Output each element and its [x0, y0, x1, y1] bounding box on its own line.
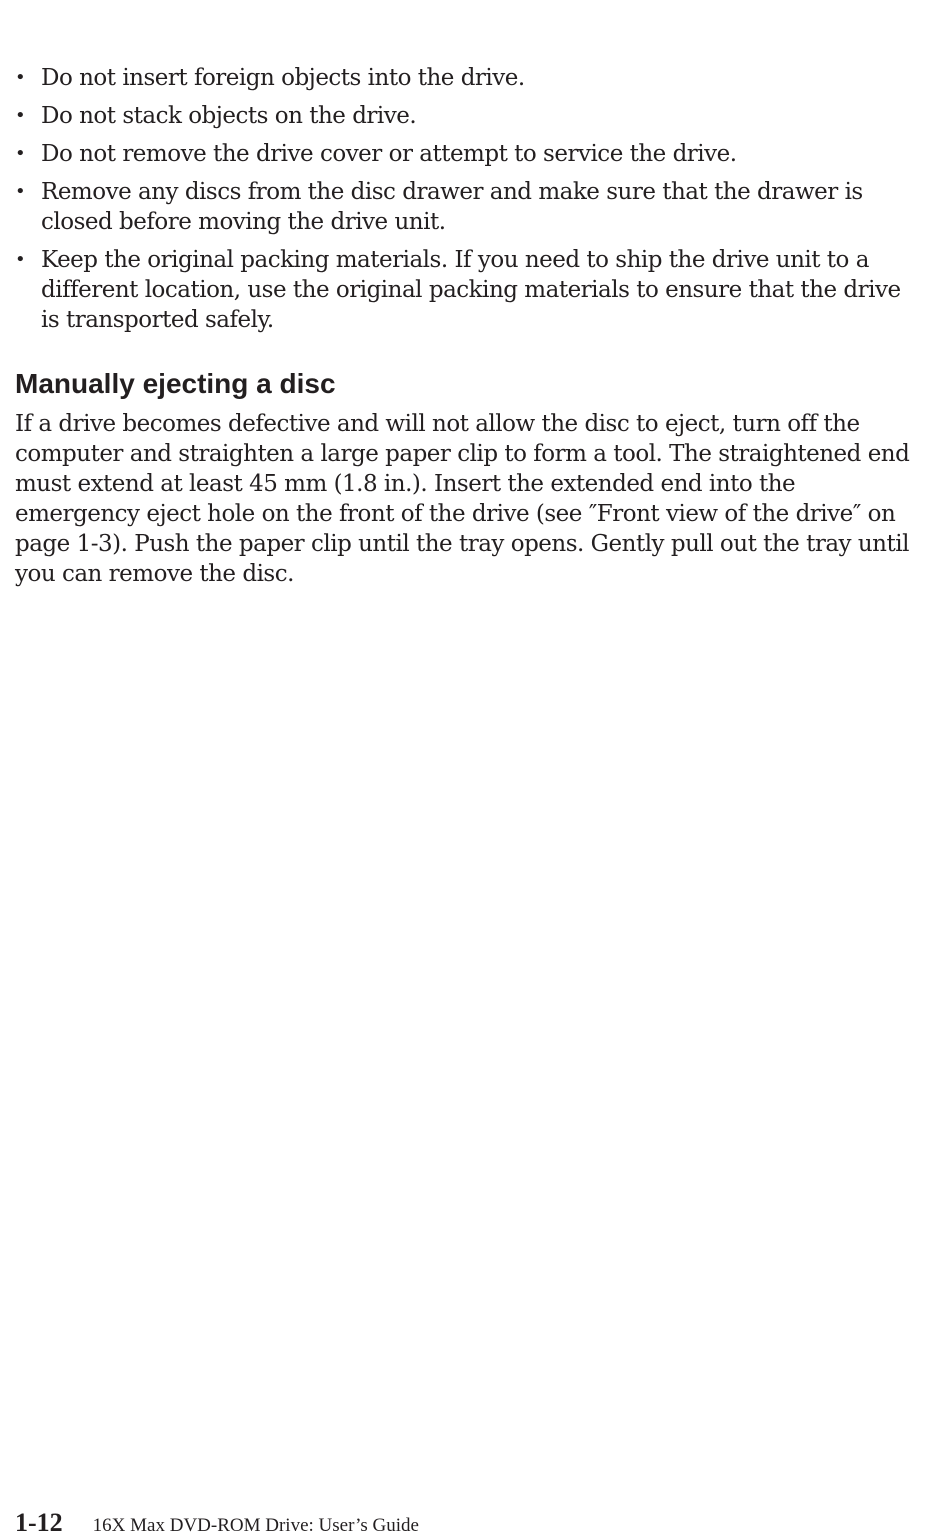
bullet-icon: • [15, 67, 26, 88]
list-item [15, 63, 915, 93]
bullet-icon: • [15, 105, 26, 126]
guide-title: 16X Max DVD-ROM Drive: User’s Guide [92, 1515, 419, 1536]
list-item [15, 139, 915, 169]
page-footer [15, 1508, 419, 1538]
page-number: 1-12 [15, 1508, 63, 1537]
section-heading: Manually ejecting a disc [15, 368, 336, 399]
bullet-icon: • [15, 249, 26, 270]
list-item-text: Remove any discs from the disc drawer and make sure that the drawer is closed before moving the drive unit. [41, 179, 863, 235]
list-item-text: Keep the original packing materials. If you need to ship the drive unit to a different location, use the original packing materials to ensure that the drive is transported safely. [41, 247, 901, 333]
list-item [15, 245, 915, 335]
list-item-text: Do not stack objects on the drive. [41, 103, 417, 129]
bullet-icon: • [15, 143, 26, 164]
handling-precautions-list [15, 63, 915, 343]
bullet-icon: • [15, 181, 26, 202]
list-item [15, 177, 915, 237]
list-item-text: Do not insert foreign objects into the drive. [41, 65, 525, 91]
list-item [15, 101, 915, 131]
section-paragraph: If a drive becomes defective and will not allow the disc to eject, turn off the computer and straighten a large paper clip to form a tool. The straightened end must extend at least 45 mm (1.8 in.). Insert the extended end into the emergency eject hole on the front of the drive (see ″Front view of the drive″ on page 1-3). Push the paper clip until the tray opens. Gently pull out the tray until you can remove the disc. [15, 411, 910, 587]
list-item-text: Do not remove the drive cover or attempt to service the drive. [41, 141, 737, 167]
